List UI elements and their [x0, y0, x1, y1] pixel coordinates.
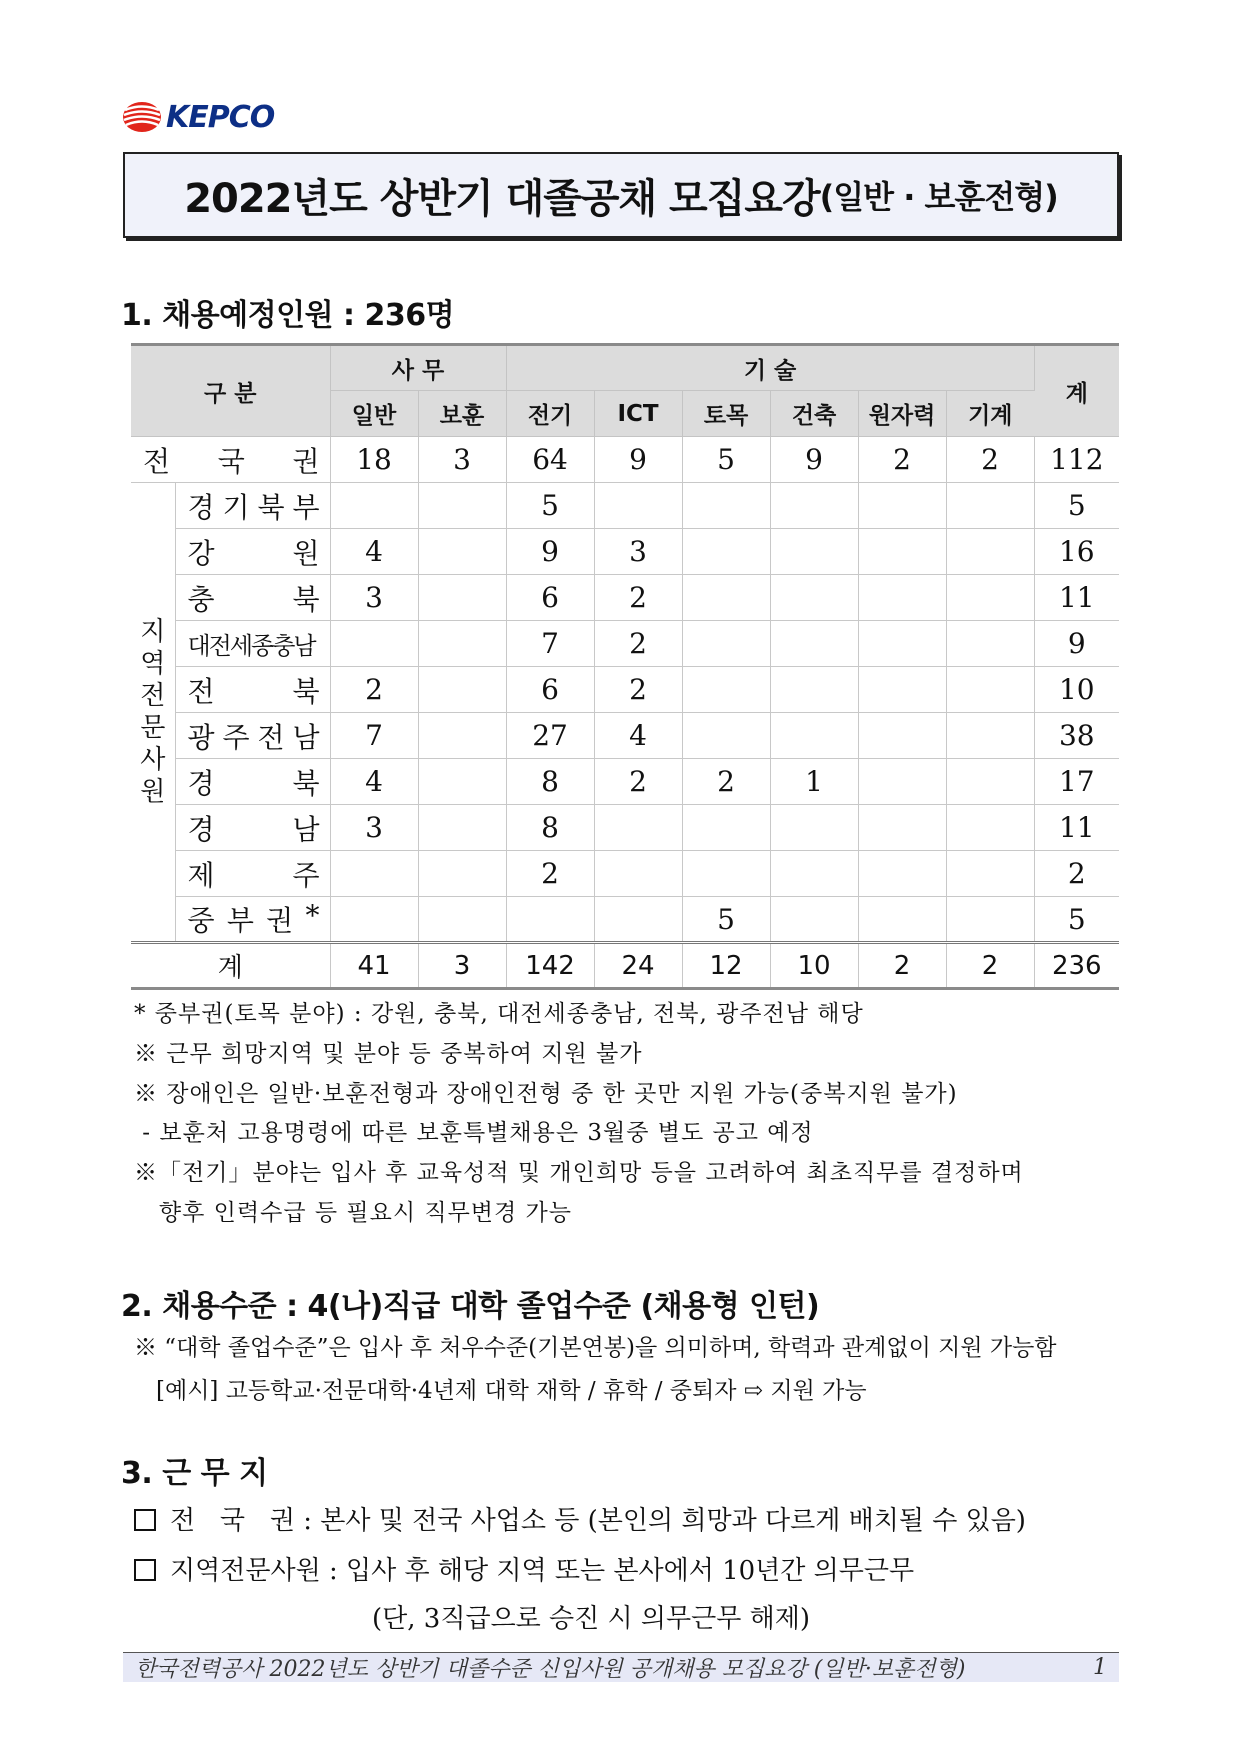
total-cell: 24 [594, 943, 682, 989]
table-cell [946, 851, 1034, 897]
table-cell: 5 [1034, 897, 1119, 943]
table-cell [418, 621, 506, 667]
table-cell: 7 [330, 713, 418, 759]
table-cell [418, 851, 506, 897]
title-main: 2022년도 상반기 대졸공채 모집요강 [184, 175, 820, 222]
table-cell [946, 575, 1034, 621]
table-cell [682, 575, 770, 621]
table-cell [770, 529, 858, 575]
table-cell [682, 483, 770, 529]
header-office: 사 무 [330, 345, 506, 391]
table-cell: 6 [506, 667, 594, 713]
total-cell: 3 [418, 943, 506, 989]
page-number: 1 [1093, 1655, 1107, 1680]
row-label [175, 667, 330, 713]
table-row [131, 759, 1119, 805]
header-tech: 기 술 [506, 345, 1034, 391]
table-cell: 7 [506, 621, 594, 667]
row-label-char: * [305, 899, 320, 932]
page-title [123, 152, 1119, 238]
note-line: 향후 인력수급 등 필요시 직무변경 가능 [134, 1200, 572, 1226]
row-label-char: 대전세종충남 [187, 632, 315, 660]
table-cell: 2 [682, 759, 770, 805]
table-cell [418, 759, 506, 805]
table-cell: 3 [418, 437, 506, 483]
header-tech-sub: ICT [594, 391, 682, 437]
row-label [175, 851, 330, 897]
table-cell: 4 [330, 759, 418, 805]
row-label [175, 621, 330, 667]
workplace-regional-label: 지역전문사원 : [170, 1556, 338, 1586]
row-label-char: 권 [266, 904, 294, 937]
table-cell: 2 [858, 437, 946, 483]
kepco-logo-icon [122, 101, 162, 133]
note-line: * 중부권(토목 분야) : 강원, 충북, 대전세종충남, 전북, 광주전남 해당 [134, 1001, 864, 1027]
table-cell [682, 851, 770, 897]
table-cell [418, 805, 506, 851]
table-cell [594, 851, 682, 897]
row-label-char: 북 [292, 766, 320, 800]
checkbox-icon [134, 1559, 156, 1581]
table-cell [770, 713, 858, 759]
table-cell [418, 529, 506, 575]
table-cell: 9 [770, 437, 858, 483]
table-cell [418, 575, 506, 621]
regional-label-char: 지 [140, 617, 166, 647]
table-cell [418, 897, 506, 943]
row-label-char: 광 [187, 720, 215, 754]
table-cell: 11 [1034, 805, 1119, 851]
table-cell: 112 [1034, 437, 1119, 483]
table-cell: 2 [594, 621, 682, 667]
table-row [131, 713, 1119, 759]
row-label-char: 제 [187, 858, 215, 892]
header-category: 구 분 [131, 345, 330, 437]
total-cell: 236 [1034, 943, 1119, 989]
row-label-char: 남 [292, 812, 320, 846]
table-cell [770, 483, 858, 529]
table-cell [418, 667, 506, 713]
table-cell [770, 805, 858, 851]
section2-example: [예시] 고등학교·전문대학·4년제 대학 재학 / 휴학 / 중퇴자 ⇨ 지원 가능 [156, 1378, 867, 1404]
table-cell: 4 [330, 529, 418, 575]
table-cell [682, 621, 770, 667]
table-cell [858, 713, 946, 759]
regional-label-char: 전 [140, 681, 166, 711]
table-cell: 3 [330, 805, 418, 851]
table-cell: 38 [1034, 713, 1119, 759]
section2-note: ※ “대학 졸업수준”은 입사 후 처우수준(기본연봉)을 의미하며, 학력과 관계없이 지원 가능함 [134, 1335, 1057, 1361]
row-label-char: 북 [292, 582, 320, 616]
table-cell [770, 897, 858, 943]
table-row [131, 437, 1119, 483]
table-cell: 2 [594, 667, 682, 713]
table-cell [418, 483, 506, 529]
table-cell [858, 529, 946, 575]
table-cell: 9 [506, 529, 594, 575]
table-cell: 2 [946, 437, 1034, 483]
header-tech-sub: 기계 [946, 391, 1034, 437]
table-cell [946, 621, 1034, 667]
workplace-regional-sub: (단, 3직급으로 승진 시 의무근무 해제) [372, 1604, 811, 1634]
header-office-sub: 일반 [330, 391, 418, 437]
workplace-regional-text: 입사 후 해당 지역 또는 본사에서 10년간 의무근무 [346, 1556, 915, 1586]
table-cell [506, 897, 594, 943]
table-row [131, 575, 1119, 621]
row-label-char: 기 [222, 490, 250, 524]
row-label [175, 713, 330, 759]
total-cell: 2 [858, 943, 946, 989]
total-cell: 41 [330, 943, 418, 989]
workplace-regional [134, 1550, 914, 1587]
section3-heading: 3. 근 무 지 [121, 1456, 268, 1491]
table-cell [858, 897, 946, 943]
row-label [175, 575, 330, 621]
page-footer [123, 1652, 1119, 1682]
table-cell: 4 [594, 713, 682, 759]
total-row [131, 943, 1119, 989]
row-label [175, 759, 330, 805]
row-label-char: 전 [187, 674, 215, 708]
table-cell: 11 [1034, 575, 1119, 621]
total-label: 계 [131, 943, 330, 989]
table-cell [682, 529, 770, 575]
table-cell [594, 805, 682, 851]
regional-staff-label [131, 483, 175, 943]
regional-label-char: 원 [140, 777, 166, 807]
table-cell: 64 [506, 437, 594, 483]
table-cell [858, 667, 946, 713]
table-cell: 9 [1034, 621, 1119, 667]
table-cell [330, 897, 418, 943]
table-cell [770, 621, 858, 667]
table-cell: 3 [594, 529, 682, 575]
footer-text: 한국전력공사 2022년도 상반기 대졸수준 신입사원 공개채용 모집요강 (일반·보훈전형) [135, 1657, 966, 1682]
row-label-char: 강 [187, 536, 215, 570]
row-label-char: 주 [292, 858, 320, 892]
row-label-char: 북 [257, 490, 285, 524]
table-cell: 2 [1034, 851, 1119, 897]
table-row [131, 483, 1119, 529]
table-cell: 9 [594, 437, 682, 483]
regional-label-char: 역 [140, 649, 166, 679]
workplace-national [134, 1500, 1026, 1537]
section2-heading: 2. 채용수준 : 4(나)직급 대학 졸업수준 (채용형 인턴) [121, 1289, 820, 1324]
table-cell [946, 667, 1034, 713]
note-line: ※ 근무 희망지역 및 분야 등 중복하여 지원 불가 [134, 1041, 643, 1067]
table-cell: 17 [1034, 759, 1119, 805]
row-label-char: 충 [187, 582, 215, 616]
workplace-national-label: 전 국 권 : [170, 1506, 312, 1536]
table-cell: 8 [506, 805, 594, 851]
regional-label-char: 사 [140, 745, 166, 775]
regional-label-char: 문 [140, 713, 166, 743]
row-label-char: 주 [222, 720, 250, 754]
table-row [131, 529, 1119, 575]
table-row [131, 897, 1119, 943]
table-cell: 5 [1034, 483, 1119, 529]
row-label-char: 원 [292, 536, 320, 570]
table-cell: 6 [506, 575, 594, 621]
header-tech-sub: 토목 [682, 391, 770, 437]
table-cell [946, 897, 1034, 943]
table-cell [682, 713, 770, 759]
table-row [131, 851, 1119, 897]
header-total: 계 [1034, 345, 1119, 437]
header-office-sub: 보훈 [418, 391, 506, 437]
table-cell [946, 805, 1034, 851]
table-cell: 2 [594, 575, 682, 621]
table-cell [858, 805, 946, 851]
kepco-logo [122, 100, 274, 134]
row-label-char: 경 [187, 766, 215, 800]
row-label-char: 중 [187, 904, 215, 937]
table-cell [770, 575, 858, 621]
note-line: ※ 장애인은 일반·보훈전형과 장애인전형 중 한 곳만 지원 가능(중복지원 불가) [134, 1081, 958, 1107]
row-label-char: 국 [217, 444, 245, 478]
table-cell: 18 [330, 437, 418, 483]
row-label-char: 남 [292, 720, 320, 754]
row-label-char: 부 [226, 904, 254, 937]
row-label [175, 483, 330, 529]
total-cell: 12 [682, 943, 770, 989]
total-cell: 10 [770, 943, 858, 989]
row-label-char: 경 [187, 490, 215, 524]
table-cell: 5 [682, 897, 770, 943]
row-label [175, 529, 330, 575]
table-cell: 27 [506, 713, 594, 759]
table-cell [946, 529, 1034, 575]
logo-text: KEPCO [166, 99, 275, 135]
table-cell: 10 [1034, 667, 1119, 713]
row-label [131, 437, 330, 483]
recruitment-table [131, 343, 1119, 990]
workplace-national-text: 본사 및 전국 사업소 등 (본인의 희망과 다르게 배치될 수 있음) [320, 1506, 1026, 1536]
table-cell [418, 713, 506, 759]
header-tech-sub: 전기 [506, 391, 594, 437]
table-cell: 5 [506, 483, 594, 529]
row-label-char: 전 [257, 720, 285, 754]
table-cell: 2 [506, 851, 594, 897]
table-cell [770, 667, 858, 713]
table-cell [858, 575, 946, 621]
table-cell [330, 851, 418, 897]
row-label-char: 경 [187, 812, 215, 846]
table-cell [946, 483, 1034, 529]
table-row [131, 667, 1119, 713]
table-cell [594, 483, 682, 529]
total-cell: 142 [506, 943, 594, 989]
table-cell [858, 851, 946, 897]
row-label-char: 부 [292, 490, 320, 524]
row-label-char: 전 [143, 444, 171, 478]
table-cell [330, 621, 418, 667]
table-cell: 2 [594, 759, 682, 805]
note-line: - 보훈처 고용명령에 따른 보훈특별채용은 3월중 별도 공고 예정 [134, 1120, 814, 1146]
total-cell: 2 [946, 943, 1034, 989]
table-cell: 16 [1034, 529, 1119, 575]
table-cell [770, 851, 858, 897]
checkbox-icon [134, 1509, 156, 1531]
table-cell [946, 713, 1034, 759]
table-cell [946, 759, 1034, 805]
row-label-char: 북 [292, 674, 320, 708]
table-cell [858, 759, 946, 805]
table-row [131, 621, 1119, 667]
row-label [175, 897, 330, 943]
table-cell [682, 805, 770, 851]
table-cell [682, 667, 770, 713]
table-cell: 5 [682, 437, 770, 483]
table-row [131, 805, 1119, 851]
title-sub: (일반 · 보훈전형) [819, 178, 1058, 216]
table-cell [330, 483, 418, 529]
section1-heading: 1. 채용예정인원 : 236명 [121, 298, 455, 333]
table-cell [594, 897, 682, 943]
table-cell: 2 [330, 667, 418, 713]
header-tech-sub: 원자력 [858, 391, 946, 437]
header-tech-sub: 건축 [770, 391, 858, 437]
note-line: ※「전기」분야는 입사 후 교육성적 및 개인희망 등을 고려하여 최초직무를 결정하며 [134, 1160, 1024, 1186]
table-cell [858, 483, 946, 529]
table-cell: 3 [330, 575, 418, 621]
table-cell: 8 [506, 759, 594, 805]
table-cell: 1 [770, 759, 858, 805]
row-label-char: 권 [292, 444, 320, 478]
table-cell [858, 621, 946, 667]
row-label [175, 805, 330, 851]
